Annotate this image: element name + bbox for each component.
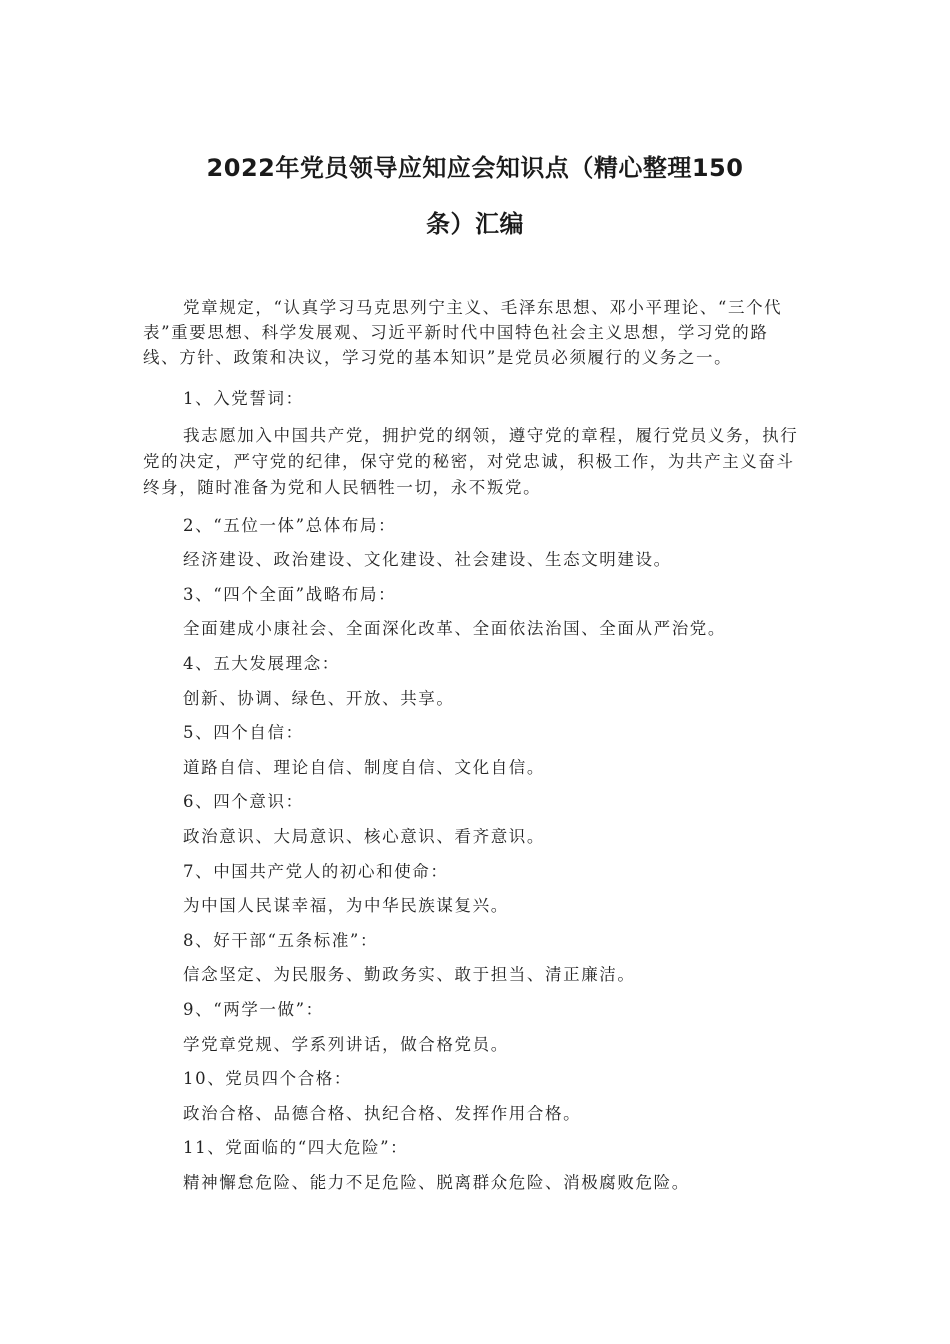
item-3-content: 全面建成小康社会、全面深化改革、全面依法治国、全面从严治党。 — [183, 619, 726, 639]
item-9-content: 学党章党规、学系列讲话，做合格党员。 — [183, 1034, 509, 1054]
item-4-heading: 4、五大发展理念： — [183, 653, 340, 673]
title-line-2: 条）汇编 — [426, 210, 524, 238]
item-10-content: 政治合格、品德合格、执纪合格、发挥作用合格。 — [183, 1103, 582, 1123]
item-1-heading: 1、入党誓词： — [183, 389, 304, 408]
item-10-heading: 10、党员四个合格： — [183, 1069, 352, 1089]
item-5-heading: 5、四个自信： — [183, 723, 304, 743]
item-2-content: 经济建设、政治建设、文化建设、社会建设、生态文明建设。 — [183, 550, 672, 570]
item-9-heading: 9、“两学一做”： — [183, 999, 324, 1019]
document-body — [143, 295, 803, 1200]
item-6-heading: 6、四个意识： — [183, 792, 304, 812]
item-2-heading: 2、“五位一体”总体布局： — [183, 515, 397, 535]
item-7-heading: 7、中国共产党人的初心和使命： — [183, 861, 449, 881]
title-line-1: 2022年党员领导应知应会知识点（精心整理150 — [206, 154, 744, 182]
item-11-heading: 11、党面临的“四大危险”： — [183, 1138, 409, 1158]
item-7-content: 为中国人民谋幸福，为中华民族谋复兴。 — [183, 896, 509, 916]
item-3-heading: 3、“四个全面”战略布局： — [183, 584, 397, 604]
item-5-content: 道路自信、理论自信、制度自信、文化自信。 — [183, 757, 545, 777]
item-4-content: 创新、协调、绿色、开放、共享。 — [183, 688, 455, 708]
item-11-content: 精神懈怠危险、能力不足危险、脱离群众危险、消极腐败危险。 — [183, 1172, 690, 1192]
item-8-heading: 8、好干部“五条标准”： — [183, 930, 379, 950]
intro-paragraph: 党章规定，“认真学习马克思列宁主义、毛泽东思想、邓小平理论、“三个代表”重要思想、科学发展观、习近平新时代中国特色社会主义思想，学习党的路线、方针、政策和决议，学习党的基本知识”是党员必须履行的义务之一。 — [143, 298, 783, 367]
document-title — [120, 140, 830, 252]
item-8-content: 信念坚定、为民服务、勤政务实、敢于担当、清正廉洁。 — [183, 965, 636, 985]
item-1-content: 我志愿加入中国共产党，拥护党的纲领，遵守党的章程，履行党员义务，执行党的决定，严守党的纪律，保守党的秘密，对党忠诚，积极工作，为共产主义奋斗终身，随时准备为党和人民牺牲一切，永不叛党。 — [143, 425, 799, 497]
item-6-content: 政治意识、大局意识、核心意识、看齐意识。 — [183, 826, 545, 846]
